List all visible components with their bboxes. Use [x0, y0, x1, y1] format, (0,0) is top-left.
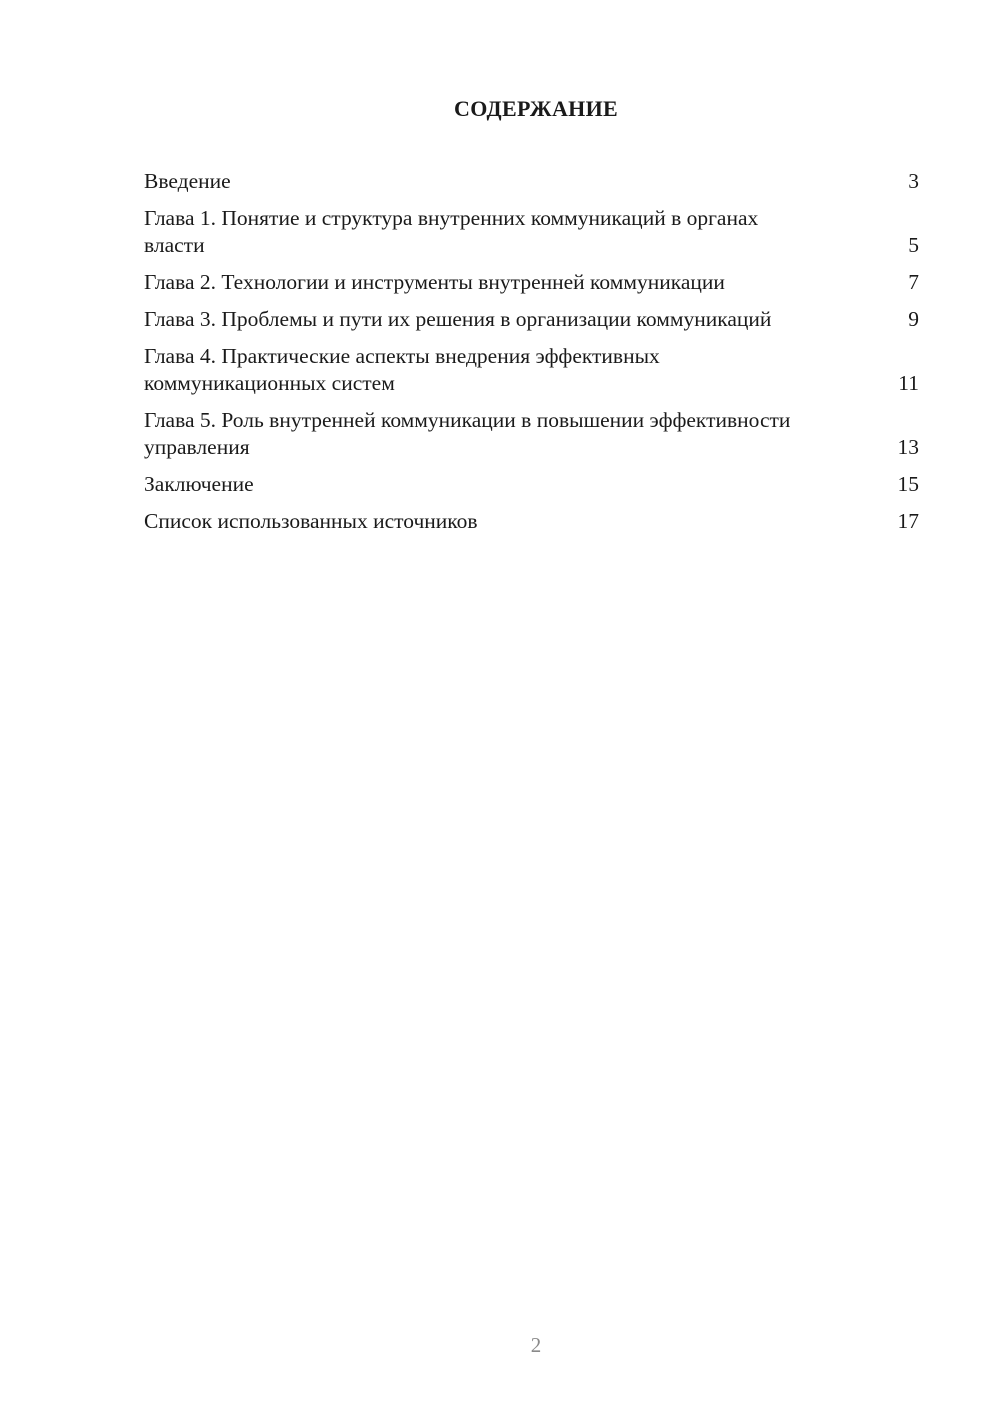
toc-entry-references — [144, 508, 919, 535]
toc-entry-chapter-2 — [144, 269, 919, 296]
table-of-contents — [144, 168, 919, 545]
toc-entry-page: 7 — [908, 270, 919, 294]
toc-entry-text: Глава 4. Практические аспекты внедрения эффективных коммуникационных систем — [144, 344, 660, 395]
page-number: 2 — [530, 1333, 542, 1357]
toc-entry-text: Список использованных источников — [144, 509, 478, 533]
toc-entry-page: 9 — [908, 307, 919, 331]
toc-entry-page: 3 — [908, 169, 919, 193]
toc-entry-conclusion — [144, 471, 919, 498]
toc-entry-text: Глава 3. Проблемы и пути их решения в организации коммуникаций — [144, 307, 772, 331]
toc-title: СОДЕРЖАНИЕ — [454, 96, 618, 121]
toc-entry-page: 17 — [897, 509, 919, 533]
toc-entry-text: Глава 2. Технологии и инструменты внутренней коммуникации — [144, 270, 725, 294]
toc-entry-text: Глава 1. Понятие и структура внутренних коммуникаций в органах власти — [144, 206, 759, 257]
toc-entry-chapter-4 — [144, 343, 919, 397]
toc-entry-page: 5 — [908, 233, 919, 257]
toc-entry-page: 15 — [897, 472, 919, 496]
toc-entry-chapter-1 — [144, 205, 919, 259]
toc-entry-introduction — [144, 168, 919, 195]
toc-entry-page: 11 — [898, 371, 919, 395]
toc-entry-text: Заключение — [144, 472, 254, 496]
toc-entry-chapter-3 — [144, 306, 919, 333]
toc-entry-page: 13 — [897, 435, 919, 459]
toc-entry-text: Глава 5. Роль внутренней коммуникации в повышении эффективности управления — [144, 408, 791, 459]
toc-entry-text: Введение — [144, 169, 231, 193]
toc-entry-chapter-5 — [144, 407, 919, 461]
